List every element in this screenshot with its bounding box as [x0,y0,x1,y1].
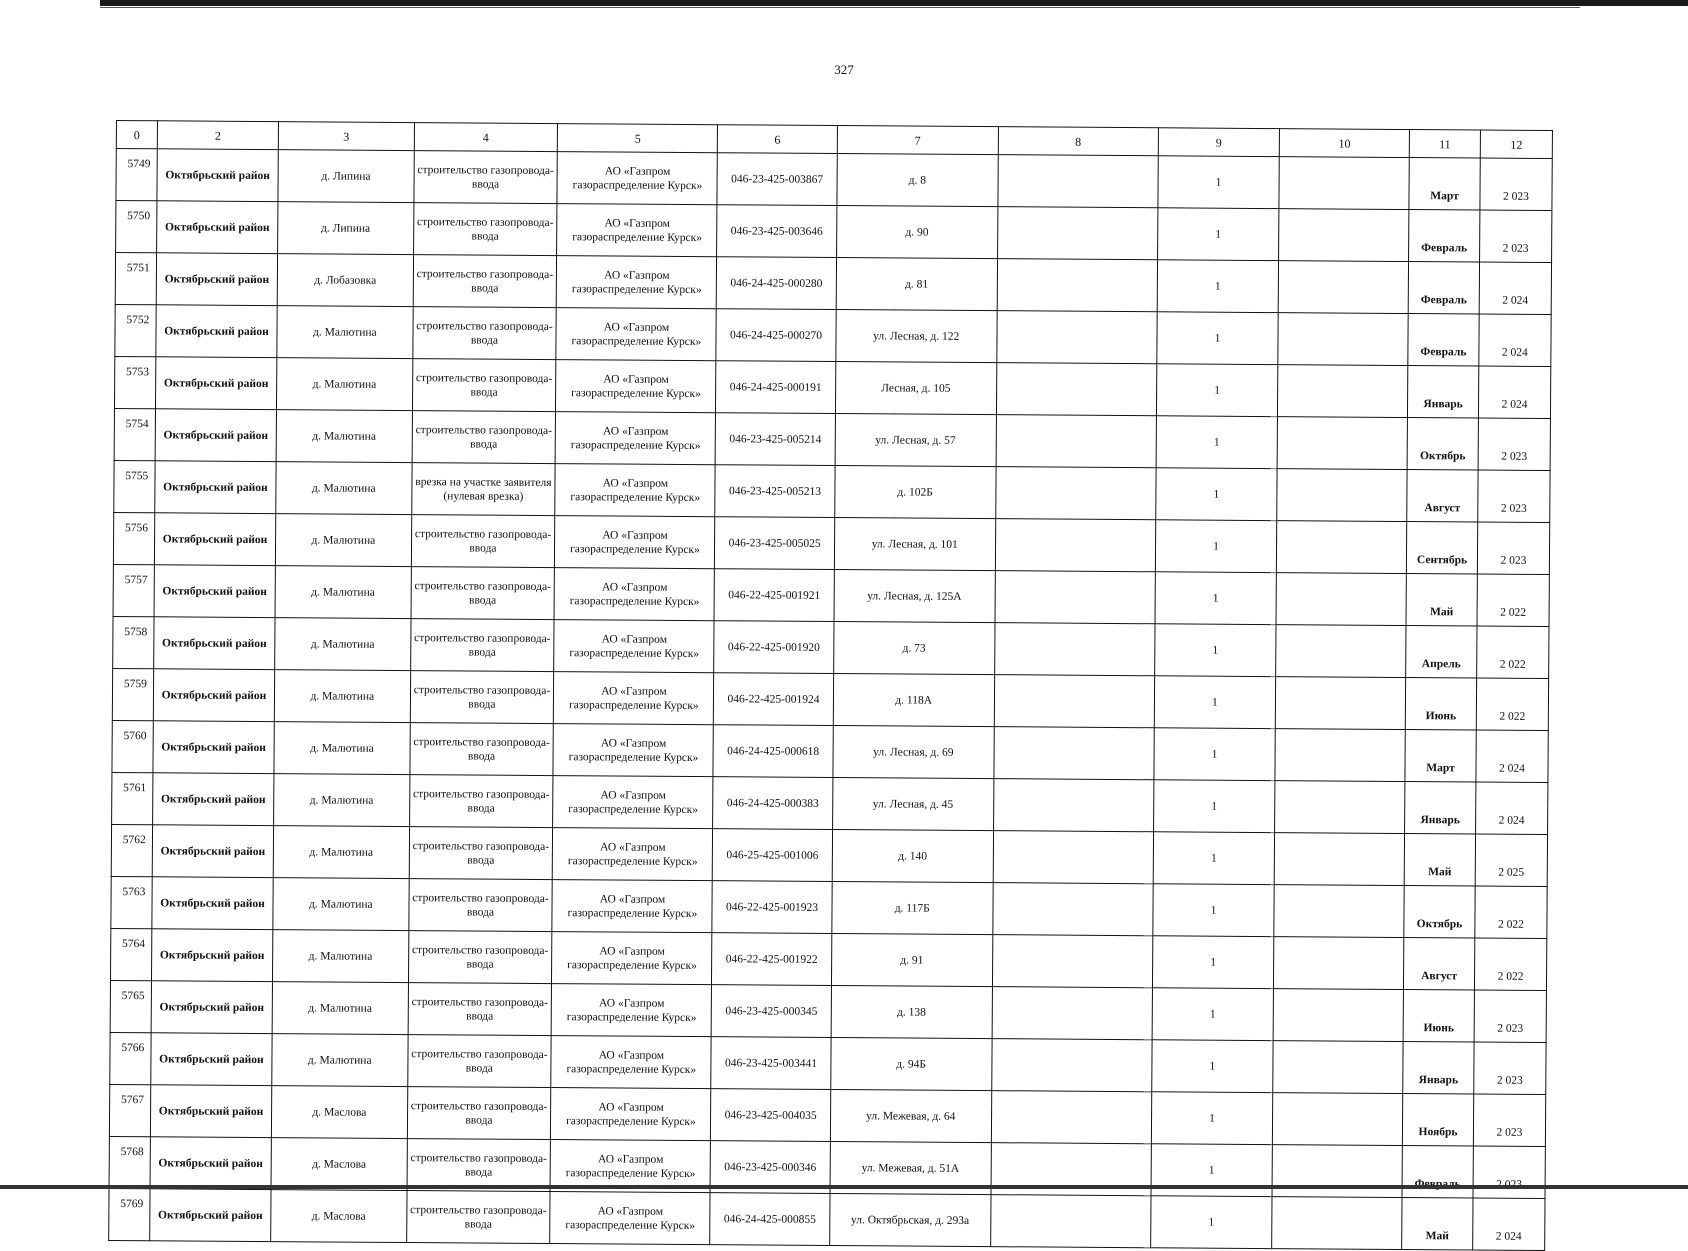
organization-cell: АО «Газпром газораспределение Курск» [556,412,716,465]
district-cell: Октябрьский район [153,669,275,722]
district-cell: Октябрьский район [153,721,275,774]
year-cell: 2 022 [1476,678,1548,731]
row-number: 5762 [111,824,152,876]
locality-cell: д. Маслова [271,1190,407,1243]
row-number: 5767 [109,1084,150,1136]
organization-cell: АО «Газпром газораспределение Курск» [555,464,715,517]
col-header: 2 [157,121,279,150]
locality-cell: д. Малютина [276,514,412,567]
month-cell: Январь [1408,366,1479,418]
col8-cell [996,415,1156,468]
col-header: 7 [837,126,998,155]
month-cell: Сентябрь [1406,522,1477,574]
locality-cell: д. Малютина [273,930,409,983]
organization-cell: АО «Газпром газораспределение Курск» [556,308,716,361]
organization-cell: АО «Газпром газораспределение Курск» [554,568,714,621]
locality-cell: д. Малютина [274,670,410,723]
col8-cell [994,727,1154,780]
district-cell: Октябрьский район [155,461,277,514]
col8-cell [992,987,1152,1040]
address-cell: д. 94Б [830,1038,991,1091]
code-cell: 046-23-425-000346 [710,1141,830,1194]
month-cell: Ноябрь [1402,1094,1473,1146]
locality-cell: д. Лобазовка [277,254,413,307]
col8-cell [997,207,1157,260]
quantity-cell: 1 [1151,1144,1273,1197]
col10-cell [1279,209,1409,262]
locality-cell: д. Малютина [274,774,410,827]
code-cell: 046-23-425-000345 [712,985,832,1038]
scan-top-line [100,7,1580,8]
quantity-cell: 1 [1156,416,1278,469]
work-type-cell: строительство газопровода-ввода [408,983,552,1036]
work-type-cell: строительство газопровода-ввода [407,1035,551,1088]
year-cell: 2 022 [1475,886,1547,939]
organization-cell: АО «Газпром газораспределение Курск» [554,620,714,673]
organization-cell: АО «Газпром газораспределение Курск» [553,776,713,829]
work-type-cell: строительство газопровода-ввода [411,567,555,620]
work-type-cell: строительство газопровода-ввода [407,1139,551,1192]
address-cell: д. 91 [831,934,992,987]
row-number: 5753 [114,356,155,408]
scan-top-border [100,0,1688,6]
district-cell: Октябрьский район [151,981,273,1034]
district-cell: Октябрьский район [155,409,277,462]
quantity-cell: 1 [1153,780,1275,833]
quantity-cell: 1 [1156,364,1278,417]
district-cell: Октябрьский район [150,1137,272,1190]
quantity-cell: 1 [1152,1040,1274,1093]
address-cell: ул. Лесная, д. 69 [833,726,994,779]
code-cell: 046-23-425-003646 [717,205,837,258]
locality-cell: д. Малютина [272,1034,408,1087]
col10-cell [1277,521,1407,574]
address-cell: ул. Лесная, д. 122 [836,310,997,363]
work-type-cell: врезка на участке заявителя (нулевая врезка) [411,463,555,516]
organization-cell: АО «Газпром газораспределение Курск» [557,204,717,257]
month-cell: Июнь [1405,678,1476,730]
quantity-cell: 1 [1155,572,1277,625]
col10-cell [1278,261,1408,314]
month-cell: Август [1404,938,1475,990]
col10-cell [1273,1093,1403,1146]
row-number: 5764 [110,928,151,980]
year-cell: 2 022 [1477,574,1549,627]
code-cell: 046-23-425-003867 [717,153,837,206]
col10-cell [1276,625,1406,678]
row-number: 5755 [114,460,155,512]
work-type-cell: строительство газопровода-ввода [409,827,553,880]
code-cell: 046-23-425-004035 [711,1089,831,1142]
code-cell: 046-23-425-003441 [711,1037,831,1090]
district-cell: Октябрьский район [157,149,279,202]
col8-cell [993,779,1153,832]
quantity-cell: 1 [1150,1196,1272,1249]
year-cell: 2 023 [1474,1042,1546,1095]
row-number: 5758 [113,616,154,668]
col10-cell [1274,885,1404,938]
work-type-cell: строительство газопровода-ввода [409,723,553,776]
col8-cell [993,831,1153,884]
quantity-cell: 1 [1154,624,1276,677]
col10-cell [1275,781,1405,834]
code-cell: 046-22-425-001922 [712,933,832,986]
district-cell: Октябрьский район [152,877,274,930]
organization-cell: АО «Газпром газораспределение Курск» [551,1036,711,1089]
work-type-cell: строительство газопровода-ввода [413,151,557,204]
month-cell: Май [1406,574,1477,626]
code-cell: 046-22-425-001924 [714,673,834,726]
table-body [109,149,1553,1251]
quantity-cell: 1 [1157,312,1279,365]
locality-cell: д. Малютина [276,462,412,515]
col-header: 10 [1279,129,1409,158]
district-cell: Октябрьский район [156,253,278,306]
address-cell: д. 102Б [834,466,995,519]
organization-cell: АО «Газпром газораспределение Курск» [556,360,716,413]
work-type-cell: строительство газопровода-ввода [408,931,552,984]
district-cell: Октябрьский район [151,929,273,982]
page-number: 327 [834,62,854,77]
col-header: 0 [116,121,157,149]
col10-cell [1274,937,1404,990]
month-cell: Январь [1403,1042,1474,1094]
month-cell: Февраль [1408,314,1479,366]
col8-cell [996,467,1156,520]
year-cell: 2 022 [1477,626,1549,679]
col-header: 11 [1409,130,1480,158]
year-cell: 2 024 [1476,782,1548,835]
work-type-cell: строительство газопровода-ввода [411,515,555,568]
year-cell: 2 023 [1478,418,1550,471]
district-cell: Октябрьский район [156,305,278,358]
organization-cell: АО «Газпром газораспределение Курск» [553,724,713,777]
col-header: 9 [1158,128,1280,157]
year-cell: 2 025 [1475,834,1547,887]
address-cell: ул. Межевая, д. 64 [830,1090,991,1143]
address-cell: д. 138 [831,986,992,1039]
year-cell: 2 023 [1480,210,1552,263]
code-cell: 046-23-425-005213 [715,465,835,518]
col-header: 6 [718,125,837,154]
quantity-cell: 1 [1155,520,1277,573]
locality-cell: д. Малютина [273,878,409,931]
quantity-cell: 1 [1153,884,1275,937]
year-cell: 2 024 [1479,314,1551,367]
organization-cell: АО «Газпром газораспределение Курск» [550,1140,710,1193]
quantity-cell: 1 [1156,468,1278,521]
locality-cell: д. Маслова [271,1138,407,1191]
row-number: 5750 [116,201,157,253]
code-cell: 046-24-425-000191 [716,361,836,414]
month-cell: Февраль [1409,210,1480,262]
address-cell: д. 118А [833,674,994,727]
code-cell: 046-23-425-005025 [715,517,835,570]
code-cell: 046-22-425-001920 [714,621,834,674]
code-cell: 046-25-425-001006 [713,829,833,882]
col-header: 5 [558,124,718,153]
district-cell: Октябрьский район [154,565,276,618]
locality-cell: д. Малютина [275,566,411,619]
col10-cell [1275,729,1405,782]
organization-cell: АО «Газпром газораспределение Курск» [554,672,714,725]
work-type-cell: строительство газопровода-ввода [412,411,556,464]
address-cell: ул. Лесная, д. 57 [835,414,996,467]
row-number: 5761 [112,772,153,824]
col-header: 12 [1480,130,1552,159]
code-cell: 046-24-425-000618 [713,725,833,778]
district-cell: Октябрьский район [150,1085,272,1138]
row-number: 5749 [116,149,157,201]
col10-cell [1272,1145,1402,1198]
district-cell: Октябрьский район [156,201,278,254]
month-cell: Март [1409,158,1480,210]
locality-cell: д. Малютина [277,306,413,359]
address-cell: ул. Лесная, д. 101 [834,518,995,571]
year-cell: 2 024 [1478,366,1550,419]
data-table [108,120,1553,1251]
organization-cell: АО «Газпром газораспределение Курск» [552,880,712,933]
col-header: 3 [278,122,414,151]
quantity-cell: 1 [1152,988,1274,1041]
organization-cell: АО «Газпром газораспределение Курск» [552,984,712,1037]
month-cell: Май [1404,834,1475,886]
code-cell: 046-22-425-001923 [712,881,832,934]
quantity-cell: 1 [1158,156,1280,209]
code-cell: 046-24-425-000270 [716,309,836,362]
month-cell: Февраль [1408,262,1479,314]
address-cell: д. 90 [836,206,997,259]
col8-cell [995,519,1155,572]
work-type-cell: строительство газопровода-ввода [410,619,554,672]
work-type-cell: строительство газопровода-ввода [410,671,554,724]
row-number: 5769 [109,1188,150,1240]
quantity-cell: 1 [1157,260,1279,313]
month-cell: Март [1405,730,1476,782]
quantity-cell: 1 [1154,676,1276,729]
col10-cell [1273,989,1403,1042]
col-header: 8 [998,127,1158,156]
organization-cell: АО «Газпром газораспределение Курск» [557,152,717,205]
address-cell: Лесная, д. 105 [835,362,996,415]
district-cell: Октябрьский район [149,1189,271,1242]
month-cell: Июнь [1403,990,1474,1042]
row-number: 5754 [114,408,155,460]
organization-cell: АО «Газпром газораспределение Курск» [557,256,717,309]
col10-cell [1278,313,1408,366]
locality-cell: д. Маслова [272,1086,408,1139]
month-cell: Октябрь [1407,418,1478,470]
col8-cell [996,363,1156,416]
scan-bottom-border [0,1185,1688,1189]
col8-cell [992,935,1152,988]
locality-cell: д. Липина [278,202,414,255]
col8-cell [994,675,1154,728]
col10-cell [1275,677,1405,730]
work-type-cell: строительство газопровода-ввода [409,775,553,828]
organization-cell: АО «Газпром газораспределение Курск» [555,516,715,569]
col8-cell [990,1195,1150,1248]
year-cell: 2 024 [1473,1198,1545,1251]
locality-cell: д. Малютина [277,358,413,411]
year-cell: 2 024 [1479,262,1551,315]
month-cell: Апрель [1406,626,1477,678]
quantity-cell: 1 [1157,208,1279,261]
district-cell: Октябрьский район [155,357,277,410]
row-number: 5759 [112,668,153,720]
year-cell: 2 024 [1476,730,1548,783]
work-type-cell: строительство газопровода-ввода [412,359,556,412]
work-type-cell: строительство газопровода-ввода [406,1191,550,1244]
col10-cell [1273,1041,1403,1094]
address-cell: ул. Октябрьская, д. 293а [829,1194,990,1247]
locality-cell: д. Малютина [276,410,412,463]
address-cell: д. 81 [836,258,997,311]
month-cell: Январь [1405,782,1476,834]
organization-cell: АО «Газпром газораспределение Курск» [551,1088,711,1141]
quantity-cell: 1 [1153,832,1275,885]
col8-cell [992,1039,1152,1092]
col8-cell [991,1091,1151,1144]
work-type-cell: строительство газопровода-ввода [413,203,557,256]
month-cell [1402,1146,1473,1198]
quantity-cell: 1 [1151,1092,1273,1145]
locality-cell: д. Малютина [272,982,408,1035]
address-cell: д. 140 [832,830,993,883]
month-cell: Октябрь [1404,886,1475,938]
year-cell: 2 023 [1478,470,1550,523]
district-cell: Октябрьский район [153,617,275,670]
work-type-cell: строительство газопровода-ввода [408,879,552,932]
quantity-cell: 1 [1152,936,1274,989]
code-cell: 046-24-425-000280 [717,257,837,310]
district-cell: Октябрьский район [151,1033,273,1086]
table-container [108,120,1553,1251]
work-type-cell: строительство газопровода-ввода [413,255,557,308]
row-number: 5751 [115,253,156,305]
code-cell: 046-24-425-000855 [710,1193,830,1246]
row-number: 5766 [110,1032,151,1084]
row-number: 5756 [113,512,154,564]
col10-cell [1277,469,1407,522]
col10-cell [1279,157,1409,210]
district-cell: Октябрьский район [152,825,274,878]
month-cell: Август [1407,470,1478,522]
code-cell: 046-22-425-001921 [714,569,834,622]
year-cell: 2 023 [1473,1094,1545,1147]
locality-cell: д. Малютина [273,826,409,879]
year-cell: 2 023 [1477,522,1549,575]
address-cell: д. 73 [833,622,994,675]
locality-cell: д. Малютина [275,618,411,671]
address-cell: д. 8 [837,154,998,207]
row-number: 5757 [113,564,154,616]
col10-cell [1274,833,1404,886]
row-number: 5752 [115,304,156,356]
col10-cell [1278,365,1408,418]
table-row [109,1188,1545,1250]
address-cell: ул. Лесная, д. 45 [832,778,993,831]
district-cell: Октябрьский район [152,773,274,826]
organization-cell: АО «Газпром газораспределение Курск» [550,1192,710,1245]
year-cell: 2 023 [1480,158,1552,211]
col8-cell [993,883,1153,936]
quantity-cell: 1 [1154,728,1276,781]
row-number: 5765 [110,980,151,1032]
locality-cell: д. Липина [278,150,414,203]
code-cell: 046-23-425-005214 [716,413,836,466]
address-cell: ул. Межевая, д. 51А [830,1142,991,1195]
work-type-cell: строительство газопровода-ввода [407,1087,551,1140]
row-number: 5768 [109,1136,150,1188]
col10-cell [1272,1197,1402,1250]
code-cell: 046-24-425-000383 [713,777,833,830]
year-cell: 2 022 [1474,938,1546,991]
col-header: 4 [414,123,558,152]
row-number: 5760 [112,720,153,772]
col8-cell [997,259,1157,312]
col8-cell [995,571,1155,624]
col8-cell [994,623,1154,676]
organization-cell: АО «Газпром газораспределение Курск» [552,932,712,985]
locality-cell: д. Малютина [274,722,410,775]
address-cell: д. 117Б [832,882,993,935]
district-cell: Октябрьский район [154,513,276,566]
col10-cell [1277,417,1407,470]
col8-cell [998,155,1158,208]
organization-cell: АО «Газпром газораспределение Курск» [553,828,713,881]
col8-cell [997,311,1157,364]
month-cell: Май [1402,1198,1473,1250]
year-cell: 2 023 [1474,990,1546,1043]
row-number: 5763 [111,876,152,928]
address-cell: ул. Лесная, д. 125А [834,570,995,623]
work-type-cell: строительство газопровода-ввода [412,307,556,360]
year-cell [1473,1146,1545,1199]
col10-cell [1276,573,1406,626]
